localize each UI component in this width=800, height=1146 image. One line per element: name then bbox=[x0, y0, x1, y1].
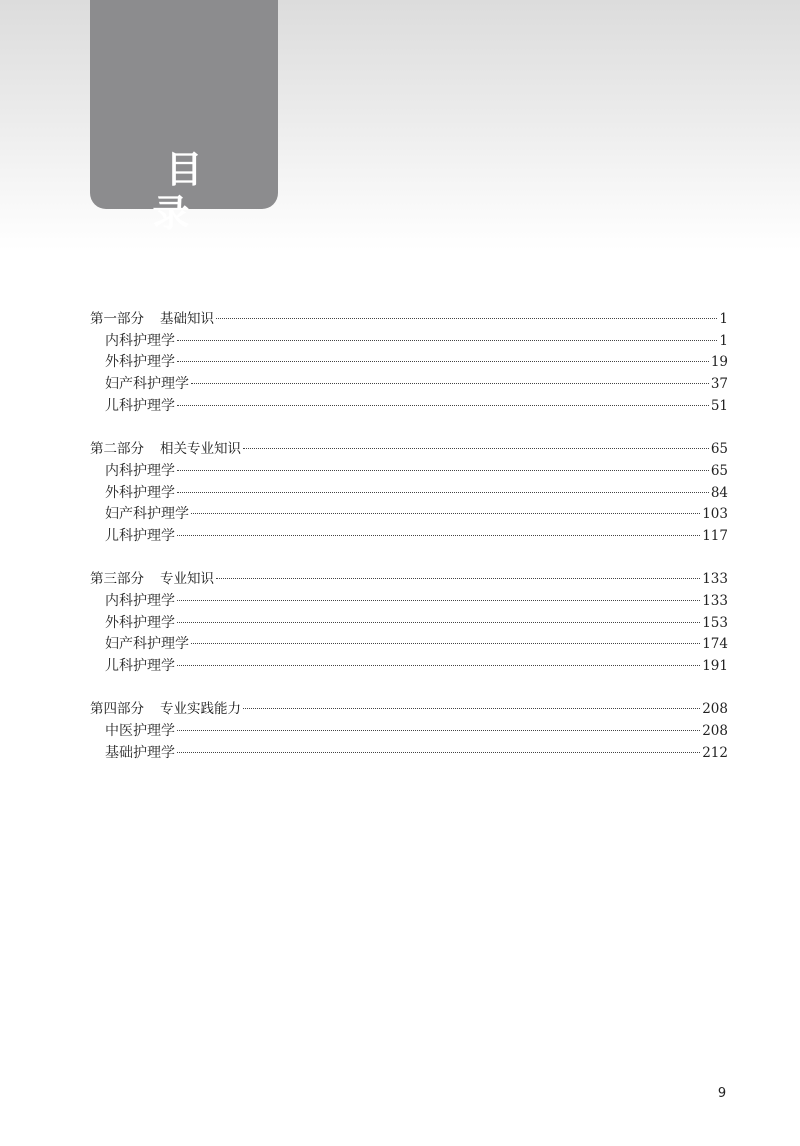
toc-page-number: 212 bbox=[702, 744, 728, 761]
toc-page-number: 1 bbox=[719, 311, 728, 327]
toc-page-number: 37 bbox=[710, 376, 728, 393]
dot-leader bbox=[177, 600, 700, 601]
page-number: 9 bbox=[717, 1086, 727, 1101]
dot-leader bbox=[177, 405, 709, 406]
toc-page-number: 103 bbox=[702, 506, 728, 523]
dot-leader bbox=[177, 535, 700, 536]
toc-entry-row[interactable] bbox=[90, 721, 728, 743]
toc-entry-row[interactable] bbox=[90, 374, 728, 396]
toc-entry-row[interactable] bbox=[90, 656, 728, 678]
toc-part-title: 基础知识 bbox=[160, 311, 214, 327]
page-title: 目 录 bbox=[152, 148, 229, 235]
dot-leader bbox=[177, 665, 700, 666]
toc-entry-row[interactable] bbox=[90, 634, 728, 656]
toc-entry-row[interactable] bbox=[90, 591, 728, 613]
toc-section bbox=[90, 699, 728, 764]
toc-section bbox=[90, 309, 728, 417]
toc-part-number: 第三部分 bbox=[90, 571, 144, 588]
dot-leader bbox=[177, 622, 700, 623]
toc-page-number: 65 bbox=[710, 462, 728, 479]
title-tab bbox=[90, 0, 278, 235]
toc-part-title: 专业实践能力 bbox=[160, 701, 241, 718]
toc-page-number: 174 bbox=[702, 636, 728, 653]
toc-entry-label: 妇产科护理学 bbox=[105, 636, 189, 653]
toc-page-number: 65 bbox=[710, 441, 728, 458]
dot-leader bbox=[177, 492, 709, 493]
toc-entry-label: 妇产科护理学 bbox=[105, 506, 189, 523]
toc-entry-row[interactable] bbox=[90, 504, 728, 526]
toc-entry-label: 外科护理学 bbox=[105, 484, 175, 501]
toc-part-number: 第一部分 bbox=[90, 311, 144, 327]
toc-page-number: 84 bbox=[710, 484, 728, 501]
toc-entry-row[interactable] bbox=[90, 483, 728, 505]
toc-entry-label: 中医护理学 bbox=[105, 723, 175, 740]
dot-leader bbox=[177, 470, 709, 471]
toc-page-number: 133 bbox=[702, 571, 728, 588]
toc-entry-label: 内科护理学 bbox=[105, 592, 175, 609]
toc-entry-label: 基础护理学 bbox=[105, 744, 175, 761]
toc-entry-label: 妇产科护理学 bbox=[105, 376, 189, 393]
dot-leader bbox=[216, 318, 717, 319]
toc-entry-label: 内科护理学 bbox=[105, 332, 175, 349]
dot-leader bbox=[191, 383, 709, 384]
toc-page-number: 208 bbox=[702, 723, 728, 740]
toc-part-label bbox=[90, 309, 214, 331]
toc-entry-label: 外科护理学 bbox=[105, 354, 175, 371]
toc-part-title: 相关专业知识 bbox=[160, 441, 241, 458]
toc-page-number: 19 bbox=[710, 354, 728, 371]
toc-entry-row[interactable] bbox=[90, 352, 728, 374]
toc-entry-label: 外科护理学 bbox=[105, 614, 175, 631]
toc-part-number: 第二部分 bbox=[90, 441, 144, 458]
toc-part-row[interactable] bbox=[90, 439, 728, 461]
dot-leader bbox=[216, 578, 700, 579]
toc-entry-row[interactable] bbox=[90, 526, 728, 548]
dot-leader bbox=[177, 361, 709, 362]
toc-entry-row[interactable] bbox=[90, 461, 728, 483]
toc-part-row[interactable] bbox=[90, 569, 728, 591]
dot-leader bbox=[243, 708, 700, 709]
toc-page-number: 1 bbox=[719, 332, 728, 349]
table-of-contents bbox=[90, 309, 728, 786]
toc-entry-label: 儿科护理学 bbox=[105, 658, 175, 674]
toc-page-number: 51 bbox=[710, 397, 728, 414]
toc-page-number: 208 bbox=[702, 701, 728, 718]
toc-section bbox=[90, 569, 728, 677]
dot-leader bbox=[177, 340, 717, 341]
toc-part-number: 第四部分 bbox=[90, 701, 144, 718]
toc-entry-label: 儿科护理学 bbox=[105, 397, 175, 414]
toc-page-number: 133 bbox=[702, 592, 728, 609]
toc-entry-row[interactable] bbox=[90, 331, 728, 353]
toc-entry-row[interactable] bbox=[90, 396, 728, 418]
toc-part-title: 专业知识 bbox=[160, 571, 214, 588]
toc-part-row[interactable] bbox=[90, 699, 728, 721]
toc-entry-row[interactable] bbox=[90, 613, 728, 635]
toc-page-number: 191 bbox=[702, 658, 728, 674]
toc-page-number: 117 bbox=[702, 527, 728, 544]
toc-part-label bbox=[90, 439, 241, 461]
dot-leader bbox=[243, 448, 709, 449]
toc-section bbox=[90, 439, 728, 547]
toc-entry-label: 儿科护理学 bbox=[105, 527, 175, 544]
toc-entry-label: 内科护理学 bbox=[105, 462, 175, 479]
toc-part-label bbox=[90, 699, 241, 721]
dot-leader bbox=[191, 513, 700, 514]
toc-entry-row[interactable] bbox=[90, 743, 728, 765]
dot-leader bbox=[191, 643, 700, 644]
toc-part-label bbox=[90, 569, 214, 591]
dot-leader bbox=[177, 730, 700, 731]
toc-page-number: 153 bbox=[702, 614, 728, 631]
toc-part-row[interactable] bbox=[90, 309, 728, 331]
dot-leader bbox=[177, 752, 700, 753]
